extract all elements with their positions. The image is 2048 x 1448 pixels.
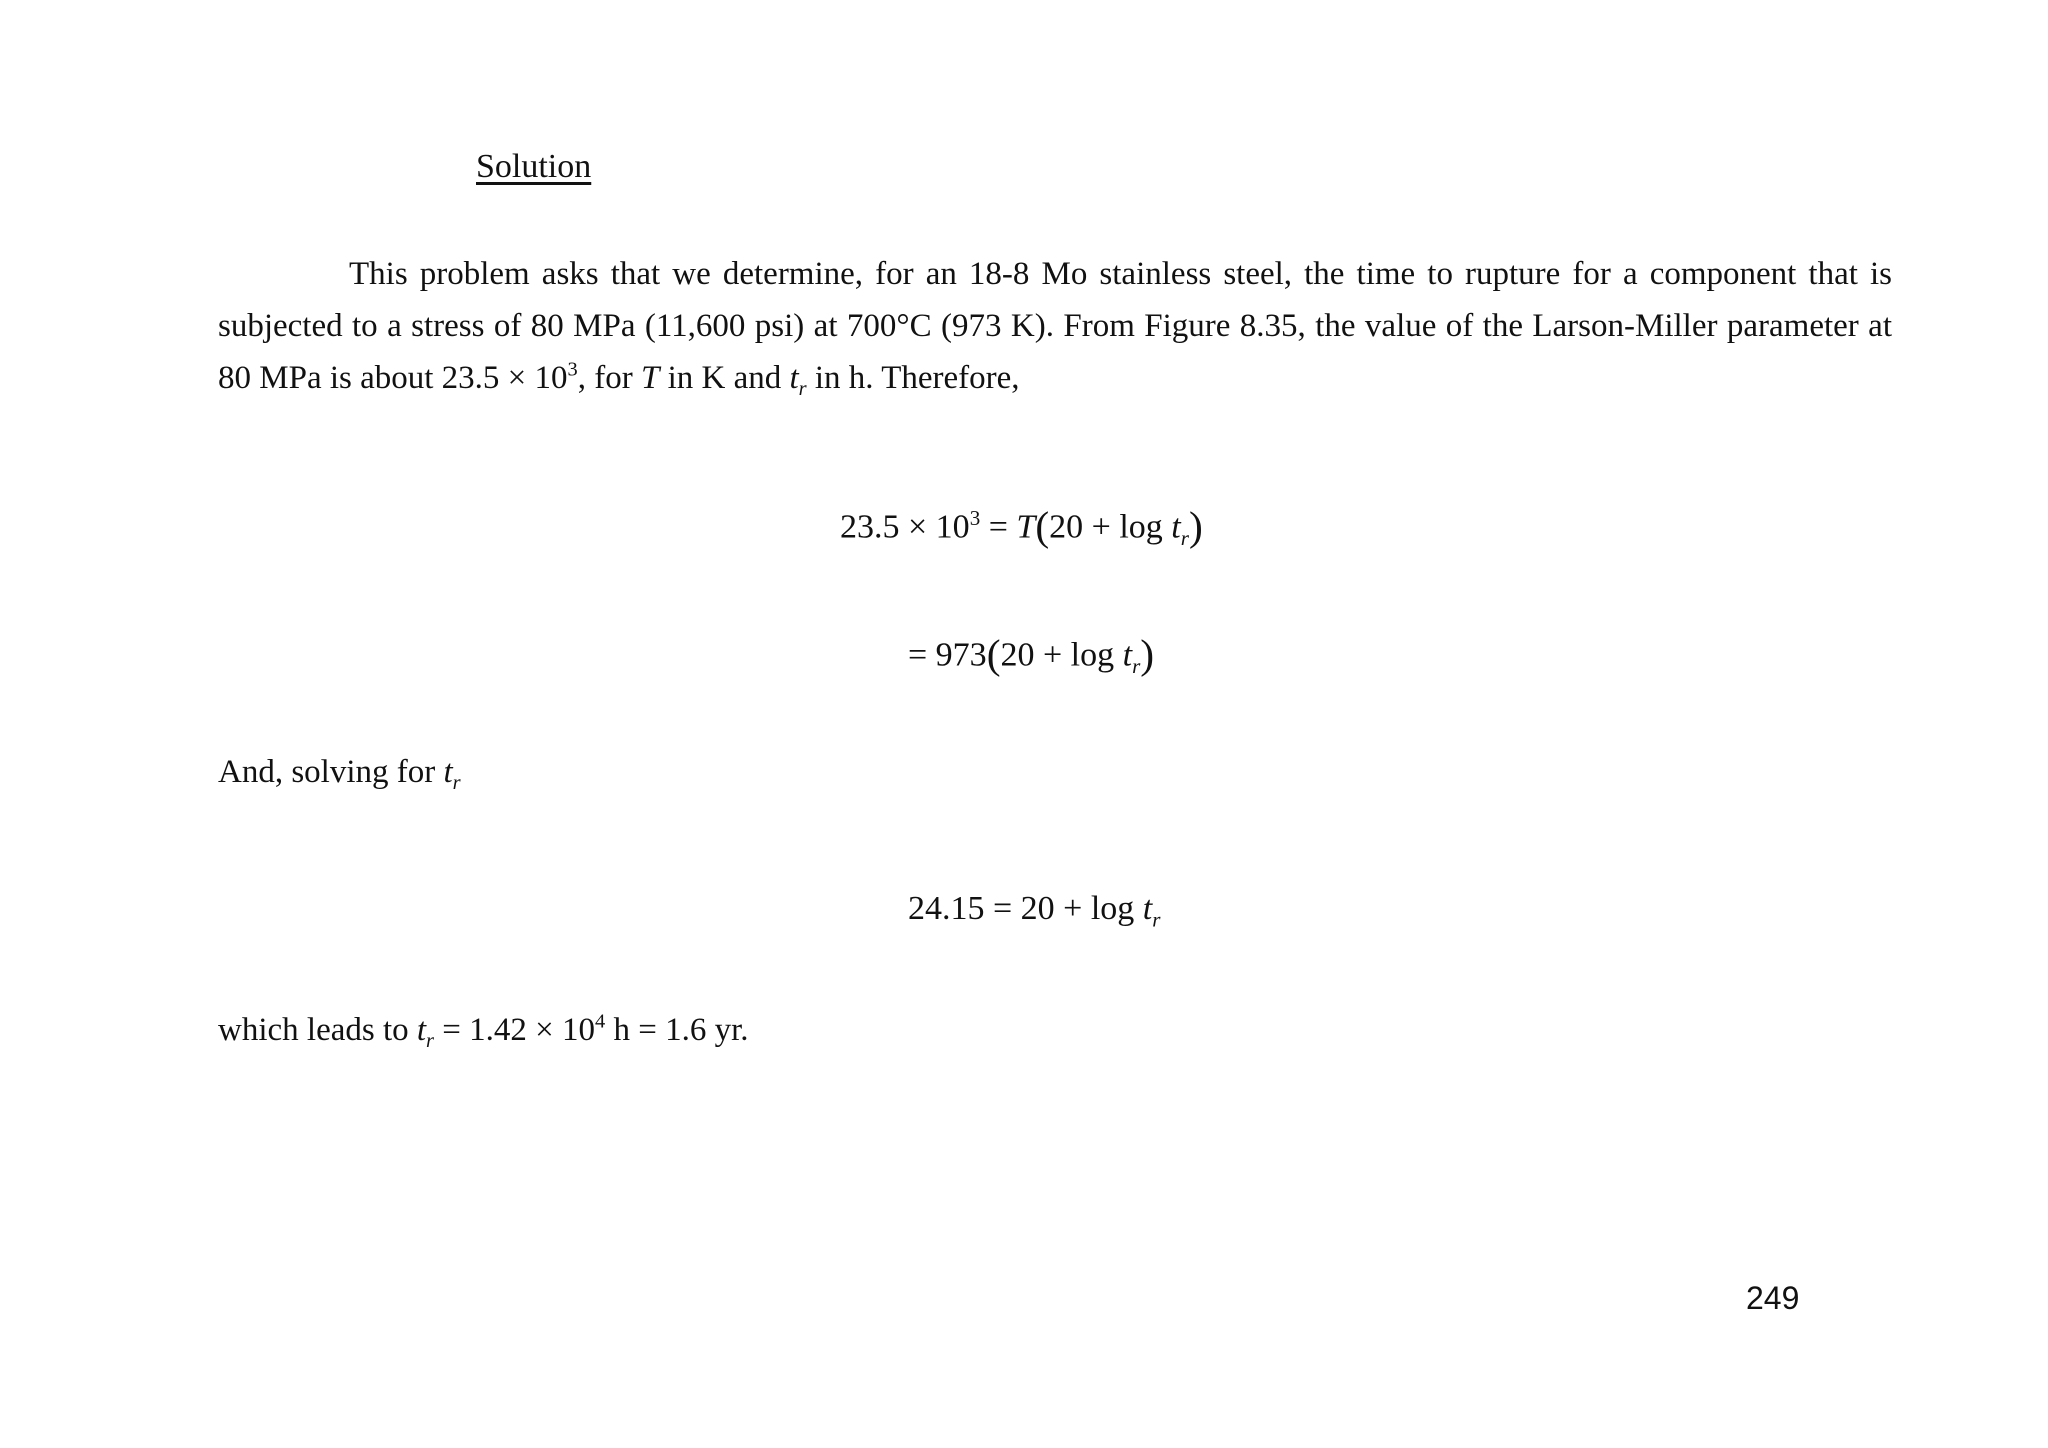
result-suffix: h = 1.6 yr. (605, 1012, 749, 1048)
paragraph-variable-T: T (640, 360, 660, 396)
eq1-close-paren: ) (1188, 503, 1203, 549)
result-line (218, 1010, 749, 1053)
paragraph-text-4: in h. Therefore, (806, 360, 1020, 396)
paragraph-text-3: in K and (659, 360, 790, 396)
eq3-variable-t: t (1142, 890, 1153, 927)
paragraph-text-2: , for (577, 360, 641, 396)
eq2-open-paren: ( (986, 631, 1001, 677)
eq1-variable-T: T (1016, 508, 1036, 546)
solving-subscript-r: r (452, 772, 461, 795)
equation-larson-miller (840, 502, 1203, 550)
eq1-subscript-r: r (1180, 525, 1189, 550)
equation-substitution (908, 630, 1154, 678)
eq1-variable-t: t (1171, 508, 1181, 546)
eq1-equals: = (980, 508, 1017, 546)
paragraph-subscript-r: r (798, 378, 807, 401)
result-middle: = 1.42 × 10 (434, 1012, 595, 1048)
eq1-lhs: 23.5 × 10 (840, 508, 970, 546)
paragraph-variable-t: t (789, 360, 799, 396)
equation-solved (908, 890, 1161, 932)
problem-statement-paragraph (218, 248, 1892, 404)
eq2-variable-t: t (1122, 636, 1133, 674)
eq2-body: 20 + log (1000, 636, 1123, 674)
eq2-equals: = 973 (908, 636, 987, 674)
result-variable-t: t (416, 1012, 427, 1048)
paragraph-exponent: 3 (567, 358, 578, 381)
eq1-open-paren: ( (1035, 503, 1050, 549)
solving-variable-t: t (443, 754, 453, 790)
solution-heading: Solution (476, 148, 592, 185)
solving-text: And, solving for (218, 754, 444, 790)
eq2-close-paren: ) (1140, 631, 1155, 677)
eq2-subscript-r: r (1132, 653, 1141, 678)
paragraph-text-1: This problem asks that we determine, for an 18-8 Mo stainless steel, the time to rupture for a component that is subjected to a stress of 80 MPa (11,600 psi) at 700°C (973 K). From Figure 8.35, the value of the Larson-Miller parameter at 80 MPa is about 23.5 × 10 (218, 256, 1892, 396)
page-number: 249 (1746, 1280, 1800, 1316)
eq1-exponent: 3 (969, 505, 981, 530)
eq3-text: 24.15 = 20 + log (908, 890, 1143, 927)
solving-line (218, 754, 461, 795)
result-exponent: 4 (595, 1010, 606, 1033)
eq3-subscript-r: r (1152, 907, 1161, 932)
result-prefix: which leads to (218, 1012, 417, 1048)
result-subscript-r: r (426, 1030, 435, 1053)
eq1-body: 20 + log (1049, 508, 1172, 546)
